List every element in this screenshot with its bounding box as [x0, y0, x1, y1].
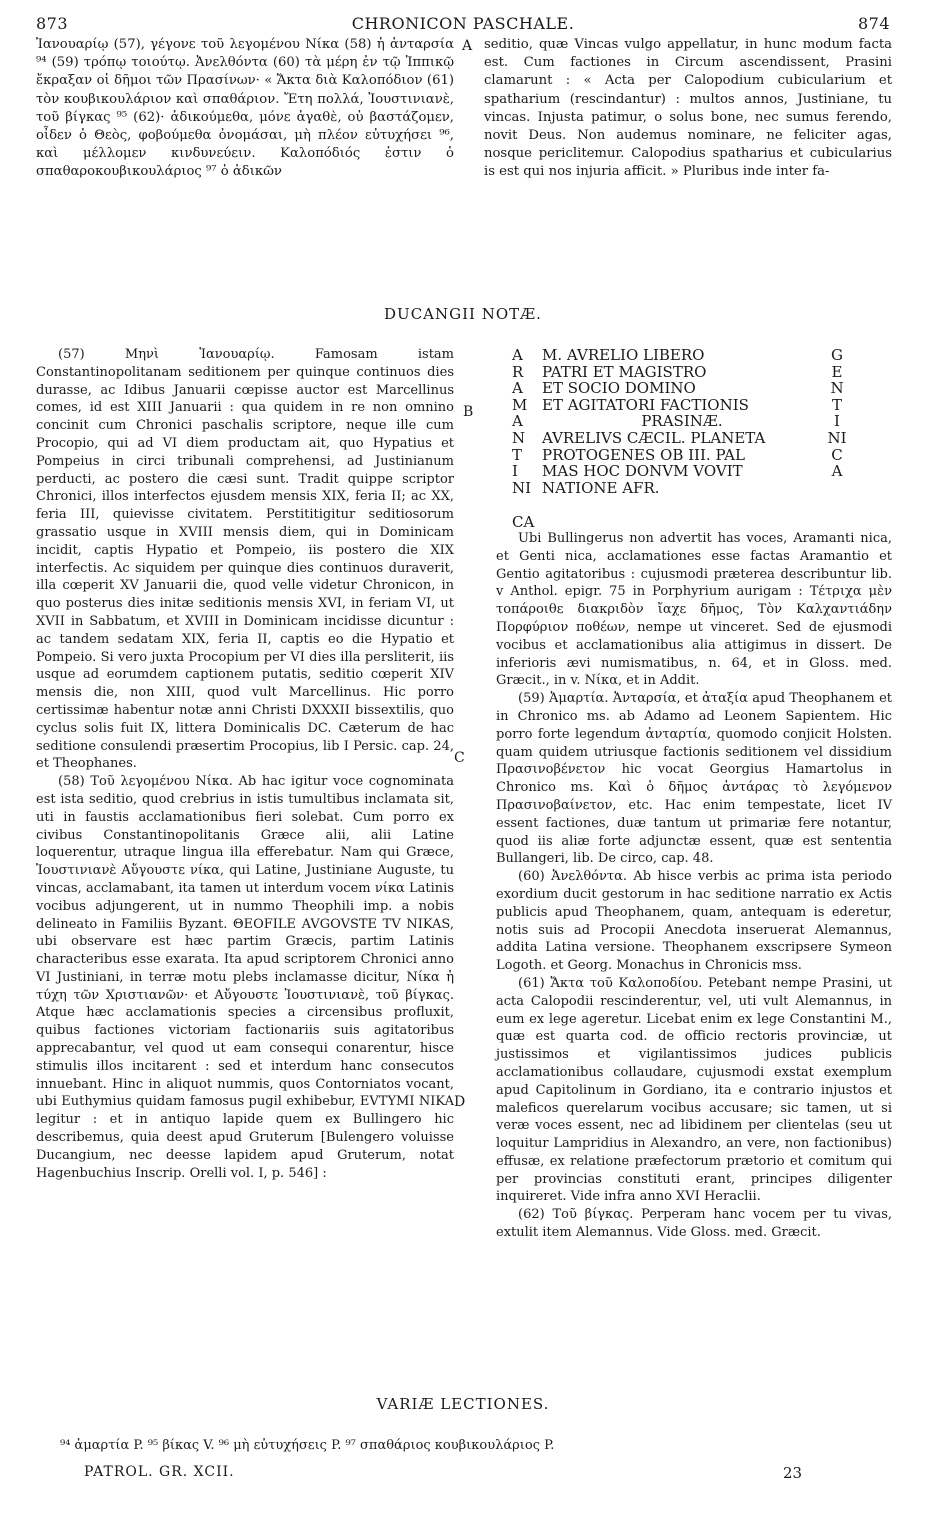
- latin-paragraph: seditio, quæ Vincas vulgo appellatur, in hunc modum facta est. Cum factiones in Circum ascendissent, Prasini clamarunt : « Acta per Calopodium cubicularium et spatharium (rescindantur) : multos annos, Justiniane, tu vincas. Injusta patimur, o solus bone, nec sumus ferendo, novit Deus. Non audemus nominare, ne feliciter agas, nosque periclitemur. Calopodius spatharius et cubicularius is est qui nos injuria afficit. » Pluribus inde inter fa-: [484, 37, 892, 180]
- margin-letter-b: B: [463, 404, 474, 420]
- inscription-block: [512, 347, 852, 496]
- variant-readings: ⁹⁴ ἁμαρτία P. ⁹⁵ βίκας V. ⁹⁶ μὴ εὐτυχήσεις P. ⁹⁷ σπαθάριος κουβικουλάριος P.: [60, 1438, 555, 1453]
- margin-letter-d: D: [454, 1094, 466, 1110]
- inscription-line: R PATRI ET MAGISTRO E: [512, 362, 843, 381]
- inscription-line: T PROTOGENES OB III. PAL C: [512, 445, 843, 464]
- footer-series: PATROL. GR. XCII.: [84, 1464, 235, 1480]
- inscription-line: A PRASINÆ. I: [512, 412, 840, 431]
- inscription-tail: CA: [512, 513, 535, 531]
- greek-paragraph: Ἰανουαρίῳ (57), γέγονε τοῦ λεγομένου Νίκα (58) ἡ ἀνταρσία ⁹⁴ (59) τρόπῳ τοιούτῳ. Ἀνελθόντα (60) τὰ μέρη ἐν τῷ Ἱππικῷ ἔκραξαν οἱ δῆμοι τῶν Πρασίνων· « Ἄκτα διὰ Καλοπόδιον (61) τὸν κουβικουλάριον καὶ σπαθάριον. Ἔτη πολλά, Ἰουστινιανὲ, τοῦ βίγκας ⁹⁵ (62)· ἀδικούμεθα, μόνε ἀγαθὲ, οὐ βαστάζομεν, οἶδεν ὁ Θεὸς, φοβούμεθα ὀνομάσαι, μὴ πλέον εὐτυχήσει ⁹⁶, καὶ μέλλομεν κινδυνεύειν. Καλοπόδιός ἐστιν ὁ σπαθαροκουβικουλάριος ⁹⁷ ὁ ἀδικῶν: [36, 37, 454, 180]
- latin-text-column: [484, 36, 892, 182]
- section-heading-ducange: DUCANGII NOTÆ.: [384, 305, 542, 323]
- note-60: (60) Ἀνελθόντα. Ab hisce verbis ac prima ista periodo exordium ducit gestorum in hac seditione narratio ex Actis publicis apud Theophanem, quam, antequam is ederetur, notis suis ad Procopii Anecdota inseruerat Alemannus, addita Latina versione. Theophanem exscripsere Symeon Logoth. et Georg. Monachus in Chronicis mss.: [496, 869, 892, 974]
- inscription-line: NI NATIONE AFR.: [512, 478, 660, 497]
- inscription-line: A ET SOCIO DOMINO N: [512, 379, 844, 398]
- note-62: (62) Τοῦ βίγκας. Perperam hanc vocem per tu vivas, extulit item Alemannus. Vide Gloss. med. Græcit.: [496, 1207, 892, 1241]
- note-59: (59) Ἀμαρτία. Ἀνταρσία, et ἀταξία apud Theophanem et in Chronico ms. ab Adamo ad Leonem Sapientem. Hic porro forte legendum ἀνταρτία, quomodo conjicit Holsten. quam quidem utriusque factionis seditionem vel dissidium Πρασινοβένετον hic vocat Georgius Hamartolus in Chronico ms. Καὶ ὁ δῆμος ἀντάρας τὸ λεγόμενον Πρασινοβαίνετον, etc. Hac enim tempestate, licet IV essent factiones, duæ tantum ut primariæ fere notantur, quod iis aliæ forte adjunctæ essent, quæ est sententia Bullangeri, lib. De circo, cap. 48.: [496, 691, 892, 867]
- page-number-right: 874: [857, 14, 890, 33]
- note-continuation: Ubi Bullingerus non advertit has voces, Aramanti nica, et Genti nica, acclamationes esse factas Aramantio et Gentio agitatoribus : cujusmodi præterea describuntur lib. v Anthol. epigr. 75 in Porphyrium aurigam : Τέτριχα μὲν τοπάροιθε διακριδὸν ἴαχε δῆμος, Τὸν Καλχαντιάδην Πορφύριον ποθέων, nempe ut vinceret. Sed de ejusmodi vocibus et acclamationibus alia attigimus in dissert. De inferioris ævi numismatibus, n. 64, et in Gloss. med. Græcit., in v. Νίκα, et in Addit.: [496, 531, 892, 689]
- running-title: CHRONICON PASCHALE.: [351, 14, 575, 33]
- inscription-line: A M. AVRELIO LIBERO G: [512, 346, 843, 364]
- inscription-line: I MAS HOC DONVM VOVIT A: [512, 462, 843, 481]
- inscription-line: N AVRELIVS CÆCIL. PLANETA NI: [512, 428, 847, 447]
- inscription-line: M ET AGITATORI FACTIONIS T: [512, 395, 842, 414]
- note-61: (61) Ἄκτα τοῦ Καλοποδίου. Petebant nempe Prasini, ut acta Calopodii rescinderentur, vel, uti vult Alemannus, in eum ex lege ageretur. Licebat enim ex lege Constantini M., quæ est quarta cod. de officio rectoris provinciæ, ut justissimos et vigilantissimos judices publicis acclamationibus collaudare, cujusmodi exstat exemplum apud Capitolinum in Gordiano, ita e contrario injustos et maleficos querelarum vocibus accusare; sic tamen, ut si veræ voces essent, nec ad libidinem per clientelas (seu ut loquitur Lampridius in Alexandro, an vere, non factionibus) effusæ, ex relatione præfectorum prætorio et comitum qui per provincias constituti erant, principes diligenter inquireret. Vide infra anno XVI Heraclii.: [496, 975, 892, 1205]
- greek-text-column: [36, 36, 454, 182]
- margin-letter-a: A: [462, 38, 473, 54]
- section-heading-variae: VARIÆ LECTIONES.: [376, 1395, 550, 1413]
- note-58: (58) Τοῦ λεγομένου Νίκα. Ab hac igitur voce cognominata est ista seditio, quod crebrius in istis tumultibus inclamata sit, uti in faustis acclamationibus fieri solebat. Cum porro ex civibus Constantinopolitanis Græce alii, alii Latine loquerentur, utraque lingua illa efferebatur. Nam qui Græce, Ἰουστινιανὲ Αὔγουστε νίκα, qui Latine, Justiniane Auguste, tu vincas, acclamabant, ita tamen ut interdum vocem νίκα Latinis vocibus adjungerent, ut in nummo Theophili imp. a nobis delineato in Familiis Byzant. ΘEOFILE AVGOVSTE TV NIKAS, ubi observare est hæc partim Græcis, partim Latinis characteribus esse exarata. Ita apud scriptorem Chronici anno VI Justiniani, in terræ motu plebs inclamasse dicitur, Νίκα ἡ τύχη τῶν Χριστιανῶν· et Αὔγουστε Ἰουστινιανὲ, τοῦ βίγκας. Atque hæc acclamationis species a circensibus profluxit, quibus factiones victoriam factionariis suis agitatoribus apprecabantur, vel quod ut eam consequi conarentur, hisce stimulis illos incitarent : sed et interdum hanc consecutos innuebant. Hinc in aliquot nummis, quos Contorniatos vocant, ubi Euthymius quidam famosus pugil exhibebur, EVTYMI NIKA legitur : et in antiquo lapide quem ex Bullingero hic describemus, quia deest apud Gruterum [Bulengero voluisse Ducangium, nec deesse lapidem apud Gruterum, notat Hagenbuchius Inscrip. Orelli vol. I, p. 546] :: [36, 774, 454, 1181]
- notes-left-column: [36, 346, 454, 1182]
- footer-signature: 23: [783, 1464, 803, 1482]
- page-number-left: 873: [36, 14, 69, 33]
- margin-letter-c: C: [454, 750, 465, 766]
- note-57: (57) Μηνὶ Ἰανουαρίῳ. Famosam istam Constantinopolitanam seditionem per quinque continuos dies durasse, ac Idibus Januarii cœpisse auctor est Marcellinus comes, id est XIII Januarii : qua quidem in re non omnino concinit cum Chronici paschalis scriptore, neque ille cum Procopio, qui ad VI diem productam ait, quo Hypatius et Pompeius in circi tribunali comprehensi, ad Justinianum perducti, ac postero die cæsi sunt. Tradit quippe scriptor Chronici, illos interfectos ejusdem mensis XIX, feria II; ac XX, feria III, quievisse civitatem. Perstititigitur seditiosorum grassatio usque in XVIII mensis diem, qui in Dominicam incidit, captis Hypatio et Pompeio, iis postero die XIX interfectis. Ac siquidem per quinque dies continuos duraverit, illa cœperit XV Januarii die, quod velle videtur Chronicon, in quo posterus dies initæ seditionis mensis XVI, in feriam VI, ut XVII in Sabbatum, et XVIII in Dominicam incidisse dicuntur : ac tandem sedatam XIX, feria II, captis eo die Hypatio et Pompeio. Si vero juxta Procopium per VI dies illa persliterit, iis usque ad eorumdem captionem putatis, seditio cœperit XIV mensis die, non XIII, quod vult Marcellinus. Hic porro certissimæ habentur notæ anni Christi DXXXII bissextilis, quo cyclus solis fuit IX, littera Dominicalis DC. Cæterum de hac seditione consulendi præsertim Procopius, lib I Persic. cap. 24, et Theophanes.: [36, 347, 454, 772]
- notes-right-column: [496, 530, 892, 1242]
